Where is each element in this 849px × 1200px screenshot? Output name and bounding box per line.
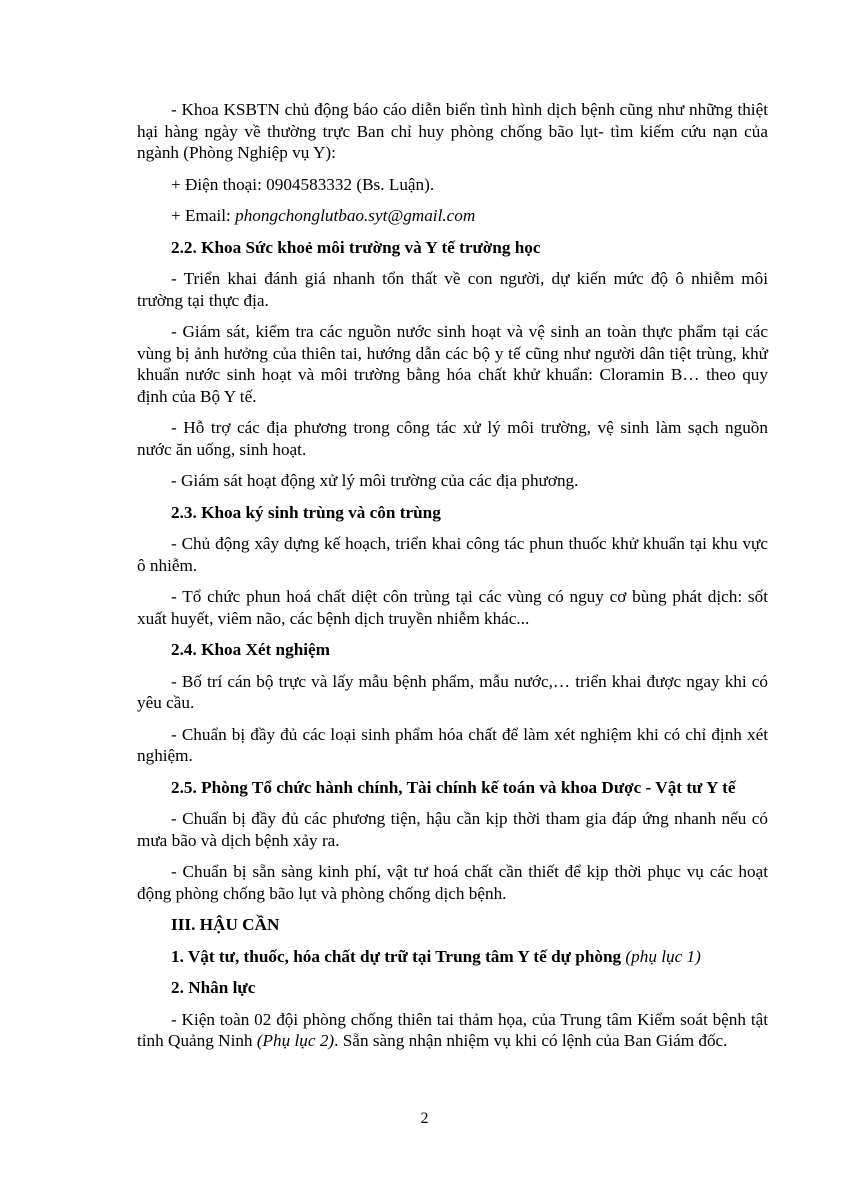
paragraph-reporting: - Khoa KSBTN chủ động báo cáo diễn biến tình hình dịch bệnh cũng như những thiệt hại hàng ngày về thường trực Ban chỉ huy phòng chống bão lụt- tìm kiếm cứu nạn của ngành (Phòng Nghiệp vụ Y):	[137, 100, 768, 162]
paragraph-2-2-2: - Giám sát, kiểm tra các nguồn nước sinh hoạt và vệ sinh an toàn thực phẩm tại các vùng bị ảnh hưởng của thiên tai, hướng dẫn các bộ y tế cũng như người dân tiệt trùng, khử khuẩn nước sinh hoạt và môi trường bằng hóa chất khử khuẩn: Cloramin B… theo quy định của Bộ Y tế.	[137, 322, 768, 406]
paragraph-2-3-2: - Tổ chức phun hoá chất diệt côn trùng tại các vùng có nguy cơ bùng phát dịch: sốt xuất huyết, viêm não, các bệnh dịch truyền nhiễm khác...	[137, 587, 768, 628]
paragraph-iii-2-part-b: . Sẵn sàng nhận nhiệm vụ khi có lệnh của Ban Giám đốc.	[334, 1031, 728, 1050]
paragraph-2-3-1: - Chủ động xây dựng kế hoạch, triển khai công tác phun thuốc khử khuẩn tại khu vực ô nhiễm.	[137, 534, 768, 575]
heading-iii: III. HẬU CẦN	[171, 915, 280, 934]
heading-2-3: 2.3. Khoa ký sinh trùng và côn trùng	[171, 502, 441, 522]
heading-2-2: 2.2. Khoa Sức khoẻ môi trường và Y tế trường học	[171, 237, 541, 257]
heading-iii-1-text: 1. Vật tư, thuốc, hóa chất dự trữ tại Trung tâm Y tế dự phòng	[171, 946, 626, 966]
email-label: + Email:	[171, 206, 236, 225]
heading-iii-2: 2. Nhân lực	[171, 978, 256, 997]
paragraph-iii-2-part-a: - Kiện toàn 02 đội phòng chống thiên tai thảm họa, của Trung tâm Kiểm soát bệnh tật tỉnh Quảng Ninh	[137, 1009, 768, 1050]
heading-2-5: 2.5. Phòng Tổ chức hành chính, Tài chính kế toán và khoa Dược - Vật tư Y tế	[171, 777, 736, 797]
heading-iii-1	[137, 946, 768, 968]
paragraph-2-4-1: - Bố trí cán bộ trực và lấy mẫu bệnh phẩm, mẫu nước,… triển khai được ngay khi có yêu cầu.	[137, 671, 768, 712]
page-body	[137, 99, 768, 1062]
paragraph-iii-2	[137, 1009, 768, 1052]
paragraph-2-2-1: - Triển khai đánh giá nhanh tổn thất về con người, dự kiến mức độ ô nhiễm môi trường tại thực địa.	[137, 269, 768, 310]
paragraph-2-2-4: - Giám sát hoạt động xử lý môi trường của các địa phương.	[171, 471, 579, 490]
email-address: phongchonglutbao.syt@gmail.com	[235, 206, 476, 225]
contact-email	[137, 205, 768, 227]
paragraph-2-5-2: - Chuẩn bị sẵn sàng kinh phí, vật tư hoá chất cần thiết để kịp thời phục vụ các hoạt động phòng chống bão lụt và phòng chống dịch bệnh.	[137, 862, 768, 903]
contact-phone: + Điện thoại: 0904583332 (Bs. Luận).	[171, 174, 435, 194]
appendix-1-reference: (phụ lục 1)	[625, 946, 701, 966]
paragraph-2-5-1: - Chuẩn bị đầy đủ các phương tiện, hậu cần kịp thời tham gia đáp ứng nhanh nếu có mưa bão và dịch bệnh xảy ra.	[137, 809, 768, 850]
appendix-2-reference: (Phụ lục 2)	[256, 1031, 335, 1050]
paragraph-2-2-3: - Hỗ trợ các địa phương trong công tác xử lý môi trường, vệ sinh làm sạch nguồn nước ăn uống, sinh hoạt.	[137, 418, 768, 459]
paragraph-2-4-2: - Chuẩn bị đầy đủ các loại sinh phẩm hóa chất để làm xét nghiệm khi có chỉ định xét nghiệm.	[137, 724, 768, 765]
page-number: 2	[420, 1110, 429, 1127]
heading-2-4: 2.4. Khoa Xét nghiệm	[171, 640, 330, 659]
